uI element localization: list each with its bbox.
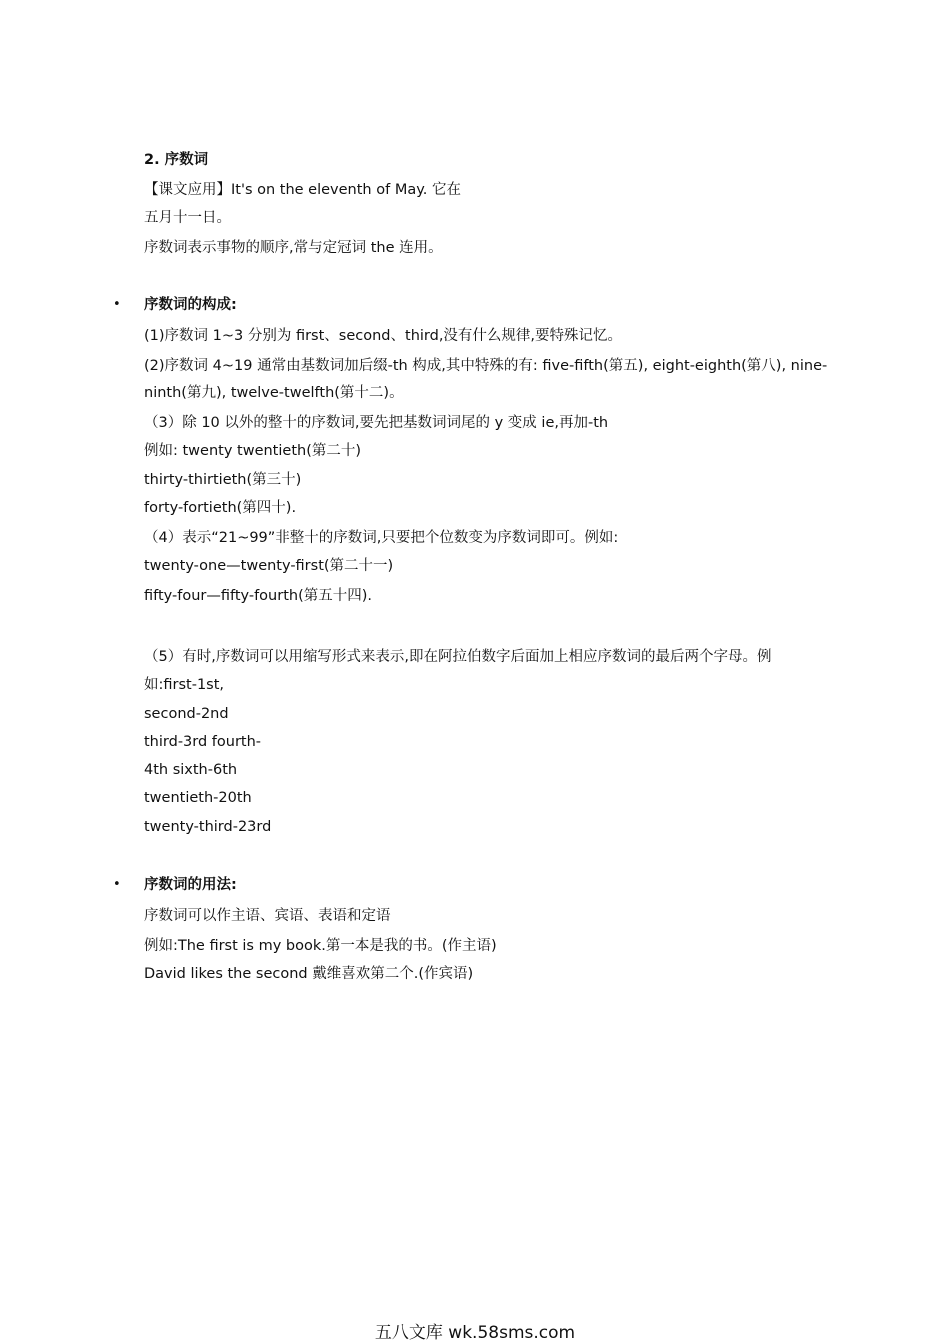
usage-heading: 序数词的用法: <box>144 877 237 893</box>
page-footer: 五八文库 wk.58sms.com <box>374 1323 576 1343</box>
formation-heading: 序数词的构成: <box>144 297 237 313</box>
bullet-icon: • <box>113 877 121 892</box>
formation-line: second-2nd <box>144 706 229 722</box>
section-title: 2. 序数词 <box>144 152 209 168</box>
usage-line: David likes the second 戴维喜欢第二个.(作宾语) <box>144 966 474 982</box>
formation-line: twenty-one—twenty-first(第二十一) <box>144 558 394 574</box>
intro-line-3: 序数词表示事物的顺序,常与定冠词 the 连用。 <box>144 240 443 256</box>
formation-line: （4）表示“21~99”非整十的序数词,只要把个位数变为序数词即可。例如: <box>144 530 619 546</box>
formation-line: thirty-thirtieth(第三十) <box>144 472 302 488</box>
formation-line: fifty-four—fifty-fourth(第五十四). <box>144 588 373 604</box>
intro-line-1: 【课文应用】It's on the eleventh of May. 它在 <box>144 182 461 198</box>
formation-line: twentieth-20th <box>144 790 252 806</box>
formation-line: forty-fortieth(第四十). <box>144 500 297 516</box>
formation-line: （3）除 10 以外的整十的序数词,要先把基数词词尾的 y 变成 ie,再加-th <box>144 415 609 431</box>
bullet-icon: • <box>113 297 121 312</box>
formation-line: 例如: twenty twentieth(第二十) <box>144 443 362 459</box>
formation-line: (2)序数词 4~19 通常由基数词加后缀-th 构成,其中特殊的有: five-fifth(第五), eight-eighth(第八), nine- <box>144 358 828 374</box>
formation-line: 4th sixth-6th <box>144 762 238 778</box>
formation-line: (1)序数词 1~3 分别为 first、second、third,没有什么规律,要特殊记忆。 <box>144 328 623 344</box>
formation-line: ninth(第九), twelve-twelfth(第十二)。 <box>144 385 404 401</box>
usage-line: 例如:The first is my book.第一本是我的书。(作主语) <box>144 938 497 954</box>
formation-line: （5）有时,序数词可以用缩写形式来表示,即在阿拉伯数字后面加上相应序数词的最后两个字母。例 <box>144 649 772 665</box>
intro-line-2: 五月十一日。 <box>144 210 231 226</box>
formation-line: 如:first-1st, <box>144 677 225 693</box>
formation-line: twenty-third-23rd <box>144 819 272 835</box>
formation-line: third-3rd fourth- <box>144 734 262 750</box>
usage-line: 序数词可以作主语、宾语、表语和定语 <box>144 908 391 924</box>
